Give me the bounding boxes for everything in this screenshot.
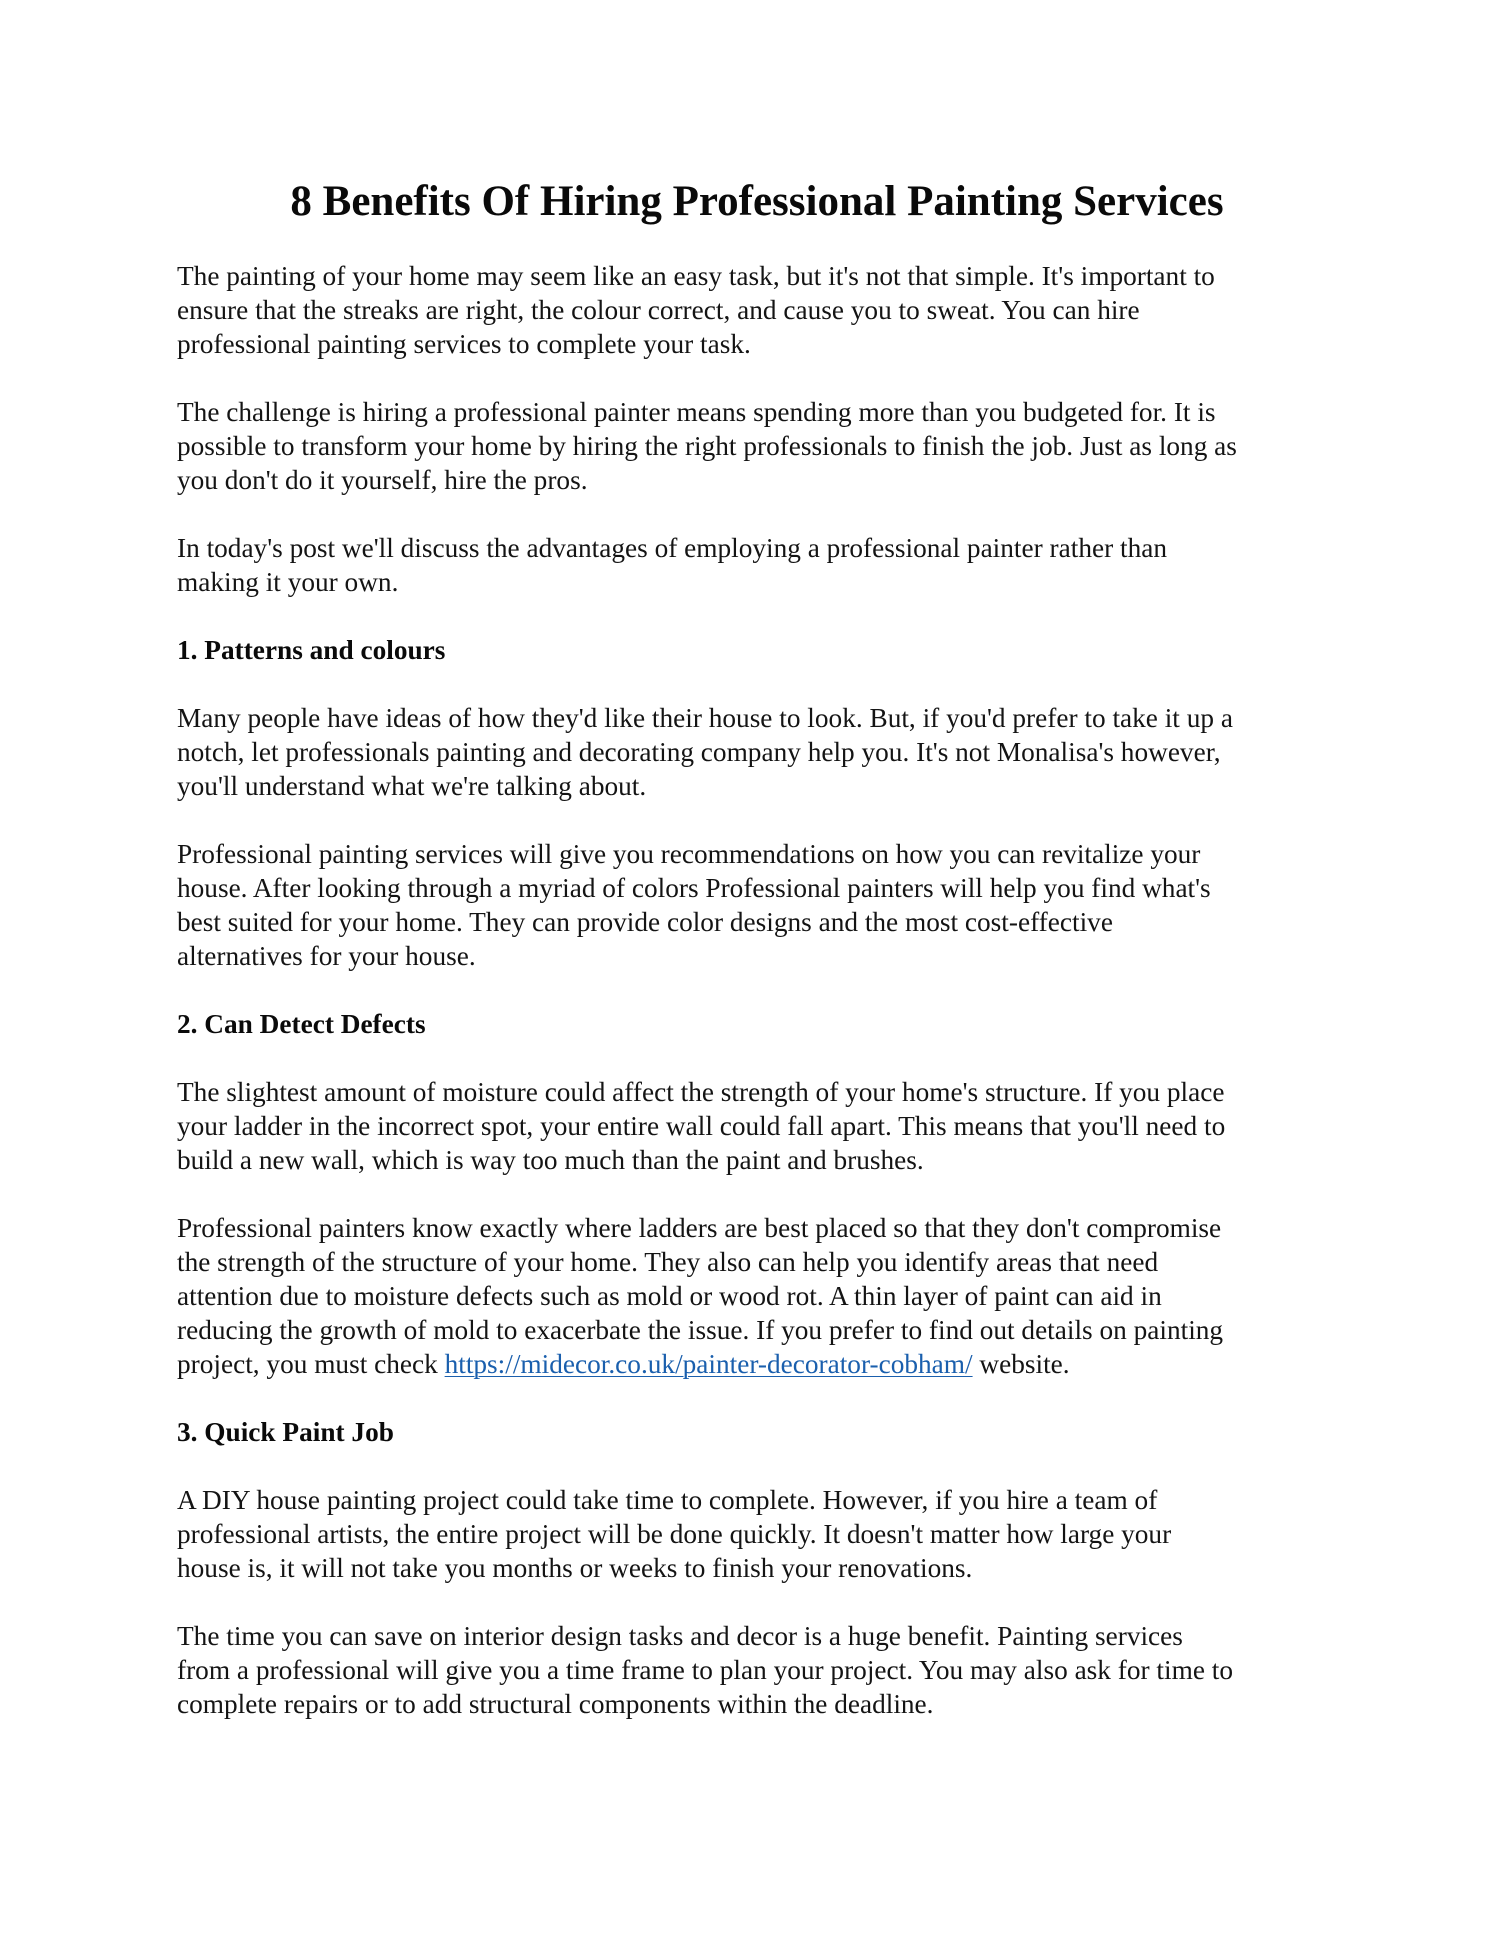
text-line: your ladder in the incorrect spot, your entire wall could fall apart. This means that you'll need to [177, 1111, 1226, 1141]
text-line-with-link [177, 1347, 1337, 1381]
document-body [177, 259, 1337, 1755]
text-line: making it your own. [177, 567, 399, 597]
section-3-paragraph-1 [177, 1483, 1337, 1585]
text-line: The painting of your home may seem like an easy task, but it's not that simple. It's important to [177, 261, 1215, 291]
section-2-paragraph-2 [177, 1211, 1337, 1381]
text-line: alternatives for your house. [177, 941, 476, 971]
text-line: attention due to moisture defects such as mold or wood rot. A thin layer of paint can aid in [177, 1281, 1162, 1311]
text-line: you don't do it yourself, hire the pros. [177, 465, 588, 495]
text-line: possible to transform your home by hiring the right professionals to finish the job. Just as long as [177, 431, 1237, 461]
text-line: professional painting services to complete your task. [177, 329, 751, 359]
text-line: The challenge is hiring a professional painter means spending more than you budgeted for. It is [177, 397, 1216, 427]
intro-paragraph-2 [177, 395, 1337, 497]
link-prefix-text: project, you must check [177, 1349, 445, 1379]
text-line: you'll understand what we're talking about. [177, 771, 647, 801]
midecor-website-link[interactable]: https://midecor.co.uk/painter-decorator-cobham/ [444, 1349, 973, 1379]
text-line: house is, it will not take you months or weeks to finish your renovations. [177, 1553, 973, 1583]
text-line: Many people have ideas of how they'd like their house to look. But, if you'd prefer to take it up a [177, 703, 1233, 733]
section-heading-quick-paint-job: 3. Quick Paint Job [177, 1417, 394, 1447]
text-line: professional artists, the entire project will be done quickly. It doesn't matter how large your [177, 1519, 1172, 1549]
section-3-paragraph-2 [177, 1619, 1337, 1721]
section-heading-can-detect-defects: 2. Can Detect Defects [177, 1009, 426, 1039]
text-line: notch, let professionals painting and decorating company help you. It's not Monalisa's however, [177, 737, 1221, 767]
text-line: build a new wall, which is way too much than the paint and brushes. [177, 1145, 924, 1175]
text-line: complete repairs or to add structural components within the deadline. [177, 1689, 934, 1719]
text-line: Professional painters know exactly where ladders are best placed so that they don't compromise [177, 1213, 1222, 1243]
text-line: A DIY house painting project could take time to complete. However, if you hire a team of [177, 1485, 1158, 1515]
text-line: best suited for your home. They can provide color designs and the most cost-effective [177, 907, 1113, 937]
text-line: In today's post we'll discuss the advantages of employing a professional painter rather than [177, 533, 1167, 563]
intro-paragraph-1 [177, 259, 1337, 361]
text-line: The time you can save on interior design tasks and decor is a huge benefit. Painting services [177, 1621, 1183, 1651]
text-line: the strength of the structure of your home. They also can help you identify areas that need [177, 1247, 1159, 1277]
link-suffix-text: website. [972, 1349, 1070, 1379]
text-line: house. After looking through a myriad of colors Professional painters will help you find what's [177, 873, 1211, 903]
text-line: Professional painting services will give you recommendations on how you can revitalize your [177, 839, 1201, 869]
intro-paragraph-3 [177, 531, 1337, 599]
section-1-paragraph-2 [177, 837, 1337, 973]
section-2-paragraph-1 [177, 1075, 1337, 1177]
section-1-paragraph-1 [177, 701, 1337, 803]
text-line: ensure that the streaks are right, the colour correct, and cause you to sweat. You can hire [177, 295, 1140, 325]
text-line: from a professional will give you a time frame to plan your project. You may also ask for time to [177, 1655, 1234, 1685]
page-title: 8 Benefits Of Hiring Professional Painting Services [290, 178, 1224, 225]
section-heading-patterns-and-colours: 1. Patterns and colours [177, 635, 446, 665]
text-line: reducing the growth of mold to exacerbate the issue. If you prefer to find out details on painting [177, 1315, 1224, 1345]
text-line: The slightest amount of moisture could affect the strength of your home's structure. If you place [177, 1077, 1225, 1107]
